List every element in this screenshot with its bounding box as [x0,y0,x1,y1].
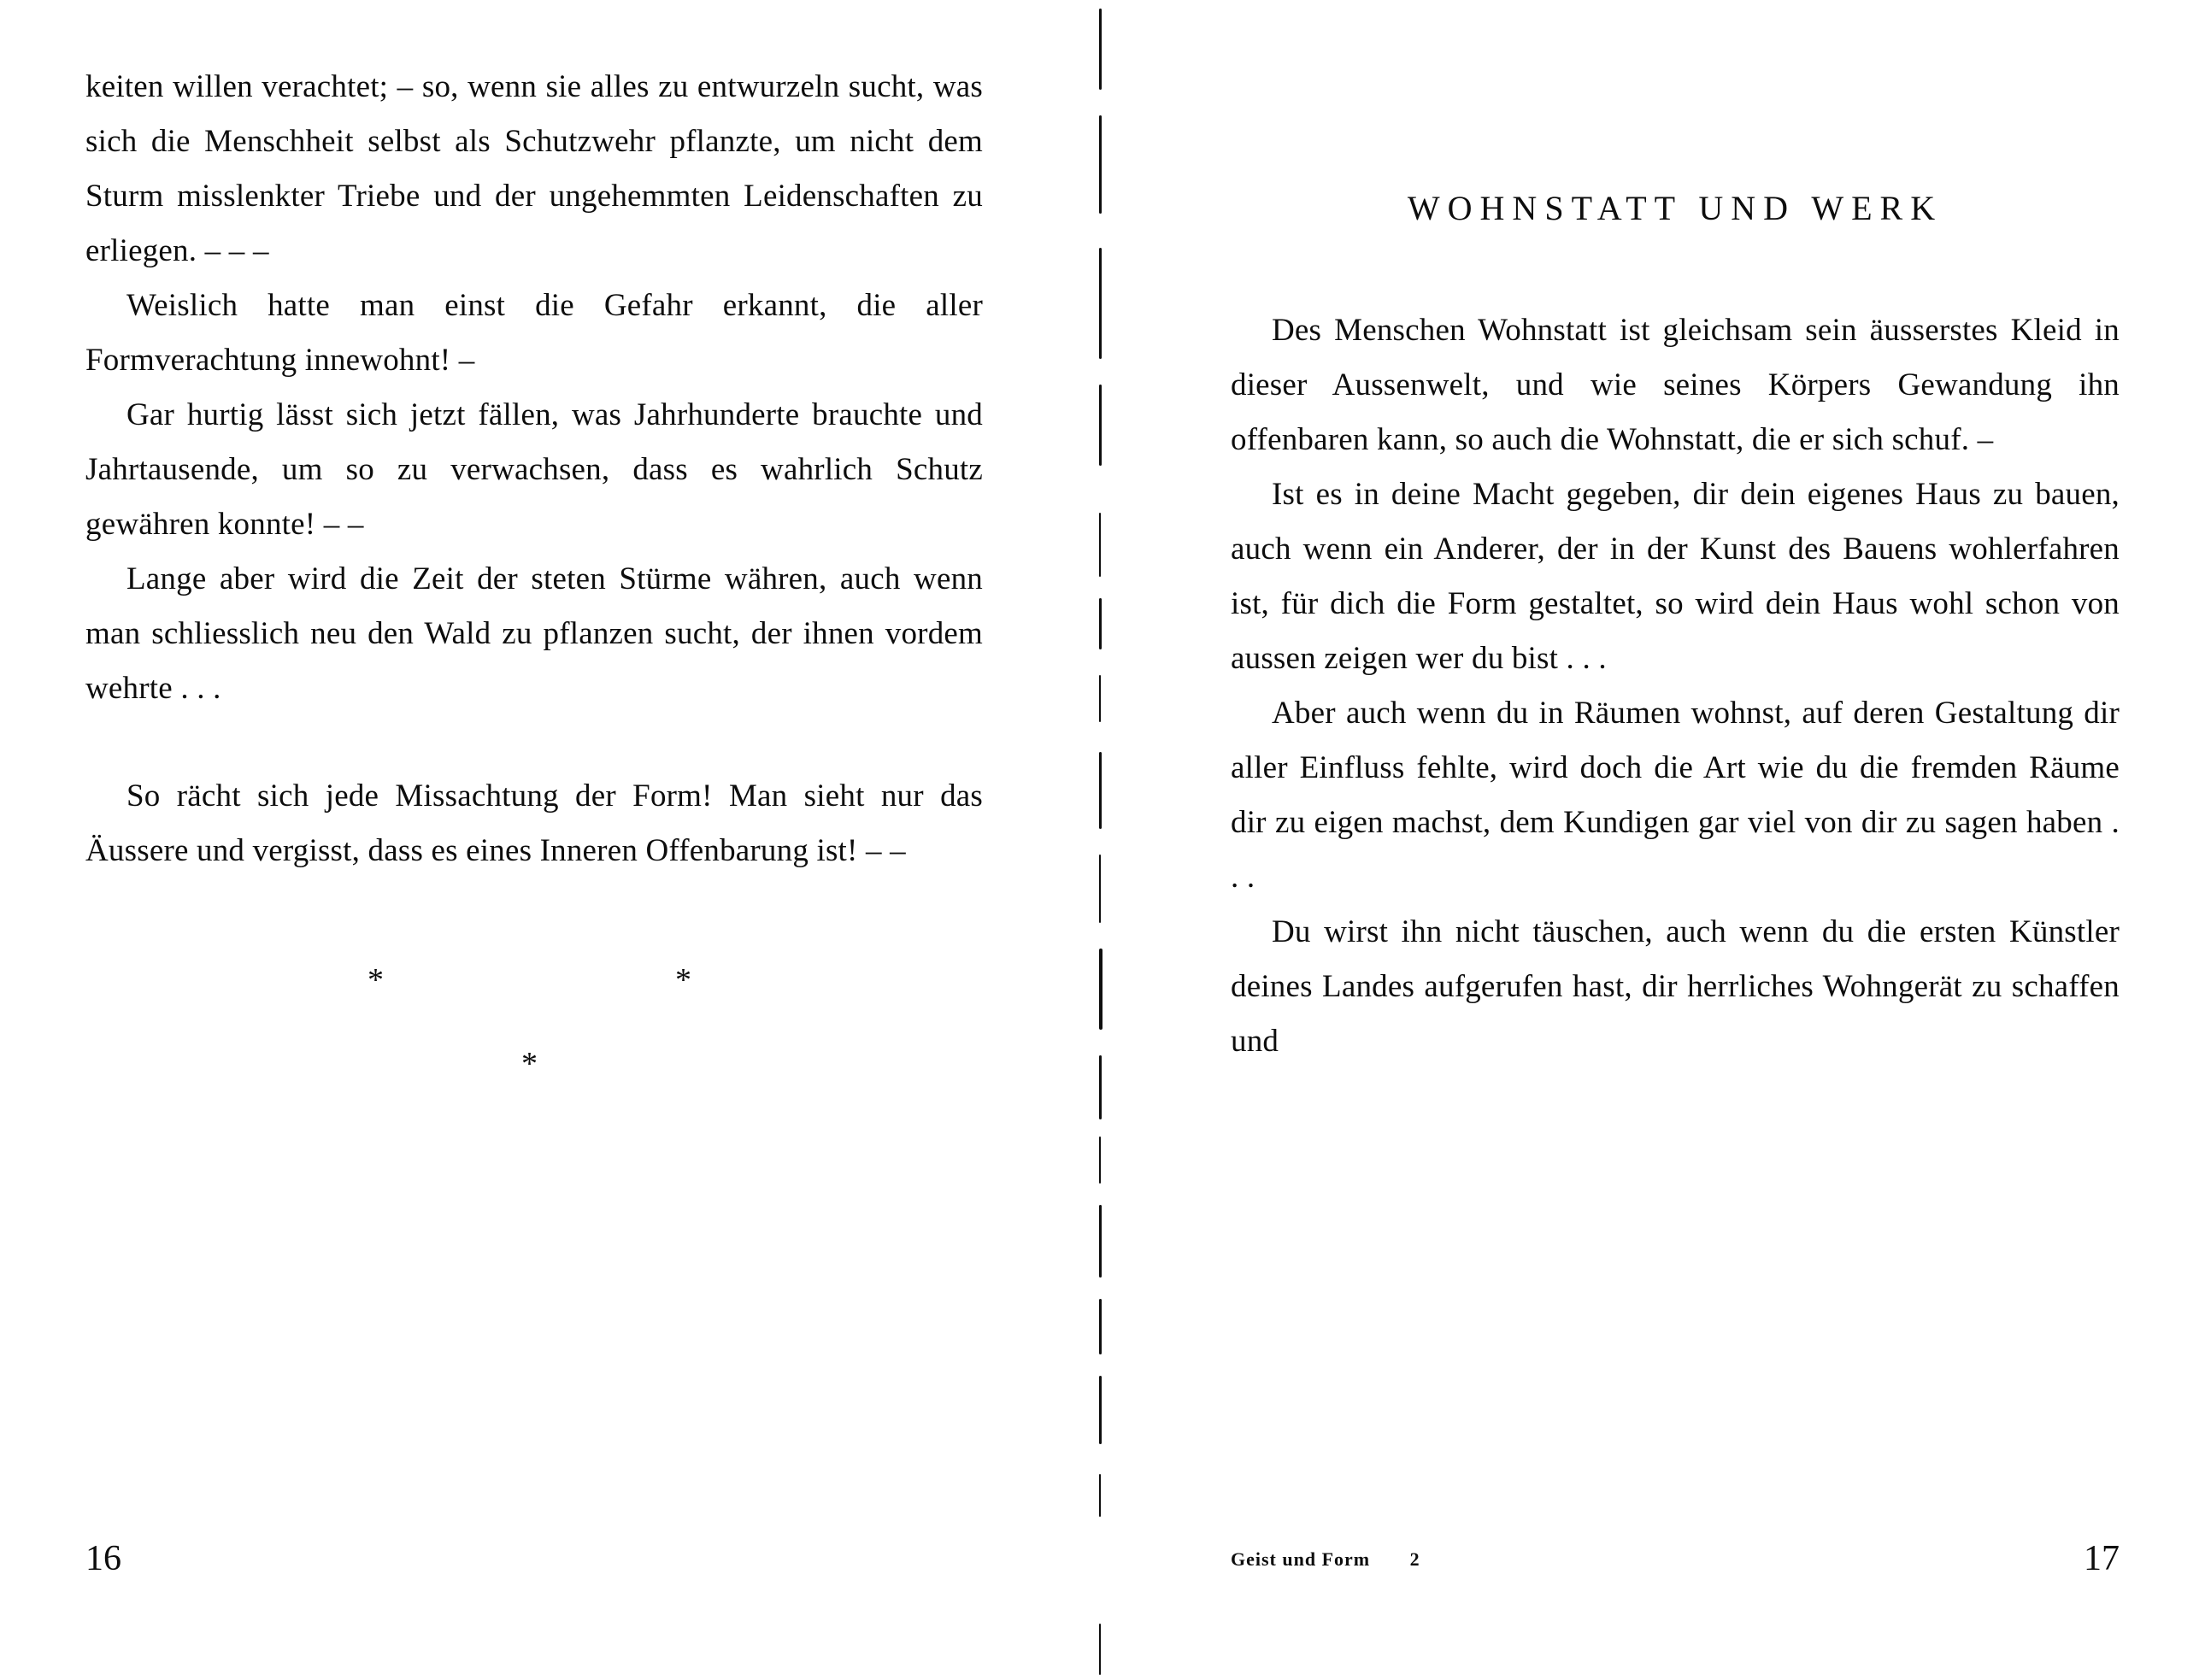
section-ornament [85,940,983,1085]
right-page [1102,0,2205,1680]
paragraph: Du wirst ihn nicht täuschen, auch wenn du die ersten Künstler deines Landes aufgerufen hast, dir herrliches Wohngerät zu schaffen und [1231,914,2120,1059]
paragraph: Des Menschen Wohnstatt ist gleichsam sein äusserstes Kleid in dieser Aussenwelt, und wie seines Körpers Gewandung ihn offenbaren kann, so auch die Wohnstatt, die er sich schuf. – [1231,313,2120,457]
asterisk-icon: * [368,962,384,998]
paragraph: Gar hurtig lässt sich jetzt fällen, was Jahrhunderte brauchte und Jahrtausende, um so zu verwachsen, dass es wahrlich Schutz gewähren konnte! – – [85,397,983,542]
paragraph: Ist es in deine Macht gegeben, dir dein eigenes Haus zu bauen, auch wenn ein Anderer, der in der Kunst des Bauens wohlerfahren ist, für dich die Form gestaltet, so wird dein Haus wohl schon von aussen zeigen wer du bist . . . [1231,477,2120,676]
signature-title: Geist und Form [1231,1548,1371,1570]
paragraph: So rächt sich jede Missachtung der Form! Man sieht nur das Äussere und vergisst, dass es eines Inneren Offenbarung ist! – – [85,778,983,868]
paragraph: Weislich hatte man einst die Gefahr erkannt, die aller Formverachtung innewohnt! – [85,288,983,378]
left-page [0,0,1102,1680]
paragraph: keiten willen verachtet; – so, wenn sie alles zu entwurzeln sucht, was sich die Menschheit selbst als Schutzwehr pflanzte, um nicht dem Sturm misslenkter Triebe und der ungehemmten Leidenschaften zu erliegen. – – – [85,69,983,268]
asterisk-icon: * [675,962,691,998]
chapter-title: WOHNSTATT UND WERK [1407,189,1943,227]
page-number-left: 16 [85,1539,121,1578]
signature-number: 2 [1409,1548,1420,1570]
book-signature [1231,1548,1420,1571]
left-page-text-block [85,60,983,878]
paragraph: Lange aber wird die Zeit der steten Stürme währen, auch wenn man schliesslich neu den Wald zu pflanzen sucht, der ihnen vordem wehrte . . . [85,561,983,706]
asterisk-icon: * [521,1046,538,1082]
right-page-text-block [1231,303,2120,1069]
page-number-right: 17 [2084,1539,2120,1578]
paragraph: Aber auch wenn du in Räumen wohnst, auf deren Gestaltung dir aller Einfluss fehlte, wird doch die Art wie du die fremden Räume dir zu eigen machst, dem Kundigen gar viel von dir zu sagen haben . . . [1231,696,2120,895]
